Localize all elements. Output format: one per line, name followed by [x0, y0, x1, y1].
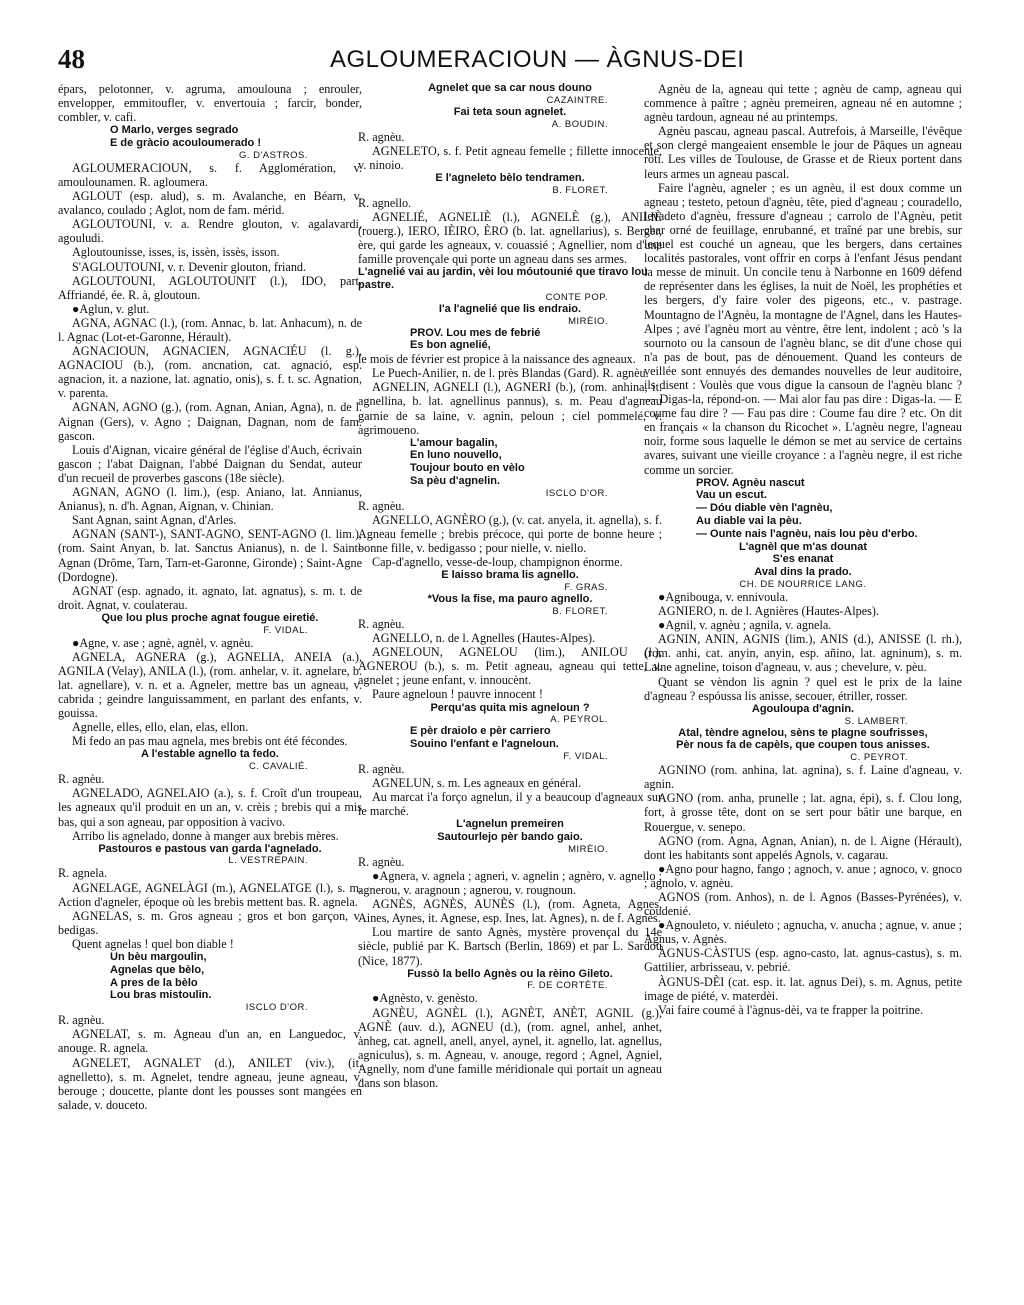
entry-paragraph: Agnèu pascau, agneau pascal. Autrefois, à Marseille, l'évêque et son clergé mangeaient ensemble le jour de Pâques un agneau rôti. Les villes de Toulouse, de Grasse et de Rieux portent dans leurs armes un agneau pascal.	[644, 124, 962, 181]
entry-paragraph: Paure agneloun ! pauvre innocent !	[372, 687, 543, 702]
entry-paragraph: R. agnello.	[358, 195, 412, 210]
verse-line: L'amour bagalin,	[410, 436, 498, 449]
attribution: CONTE POP.	[545, 291, 608, 303]
entry-paragraph: AGNELAS, s. m. Gros agneau ; gros et bon garçon, v. bedigas.	[58, 908, 362, 937]
attribution: F. DE CORTÈTE.	[527, 980, 608, 992]
verse-line: PROV. Agnèu nascut	[696, 476, 805, 489]
entry-paragraph: AGLOUMERACIOUN, s. f. Agglomération, v. amoulounamen. R. agloumera.	[58, 160, 362, 189]
entry-paragraph: ●Agne, v. ase ; agnè, agnèl, v. agnèu.	[72, 635, 254, 650]
entry-paragraph: R. agnela.	[58, 866, 108, 881]
entry-paragraph: Quant se vèndon lis agnin ? quel est le prix de la laine d'agneau ? espóussa lis anisse, secouer, étriller, rosser.	[644, 674, 962, 703]
verse-line: Agnelet que sa car nous douno	[428, 82, 592, 94]
entry-paragraph: R. agnèu.	[358, 761, 405, 776]
verse-line: Toujour bouto en vèlo	[410, 462, 525, 475]
entry-paragraph: ●Agno pour hagno, fango ; agnoch, v. anue ; agnoco, v. gnoco ; agnolo, v. agnèu.	[644, 861, 962, 890]
entry-paragraph: AGNELET, AGNALET (d.), ANILET (viv.), (it. agnelletto), s. m. Agnelet, tendre agneau, jeune agneau, v. berouge ; doucette, plante dont les pousses sont mangées en salade, v. douceto.	[58, 1055, 362, 1112]
entry-paragraph: R. agnèu.	[358, 854, 405, 869]
verse-line: E laisso brama lis agnello.	[441, 569, 579, 582]
entry-paragraph: AGNIN, ANIN, AGNIS (lim.), ANIS (d.), ANISSE (l. rh.), (rom. anhi, cat. anyin, anyin, esp. añino, lat. agninum), s. m. Laine agneline, toison d'agneau, v. aus ; chevelure, v. pèu.	[644, 632, 962, 675]
column-middle	[358, 82, 662, 1090]
attribution: B. FLORET.	[552, 184, 608, 196]
entry-paragraph: S'AGLOUTOUNI, v. r. Devenir glouton, friand.	[72, 259, 307, 274]
verse-line: Lou bras mistoulin.	[110, 989, 212, 1002]
verse-line: A pres de la bèlo	[110, 976, 198, 989]
entry-paragraph: AGNELIN, AGNELI (l.), AGNERI (b.), (rom. anhina, it. agnellina, b. lat. agnellinus pannus), s. m. Peau d'agneau garnie de sa laine, v. agnin, peloun ; ciel pommelé, v. agrimoueno.	[358, 380, 662, 437]
entry-paragraph: AGNIERO, n. de l. Agnières (Hautes-Alpes).	[658, 604, 880, 619]
entry-paragraph: ÀGNUS-DÈI (cat. esp. it. lat. agnus Dei), s. m. Agnus, petite image de piété, v. materdèi.	[644, 974, 962, 1003]
entry-paragraph: R. agnèu.	[358, 498, 405, 513]
attribution: C. PEYROT.	[850, 752, 908, 764]
entry-paragraph: ●Agnèsto, v. genèsto.	[372, 991, 478, 1006]
attribution: ISCLO D'OR.	[245, 1002, 308, 1014]
verse-line: L'agnelun premeiren	[456, 818, 564, 831]
attribution: G. D'ASTROS.	[238, 149, 308, 161]
page-number: 48	[58, 44, 85, 74]
entry-paragraph: AGNINO (rom. anhina, lat. agnina), s. f. Laine d'agneau, v. agnin.	[644, 763, 962, 792]
attribution: ISCLO D'OR.	[545, 487, 608, 499]
verse-line: Perqu'as quita mis agneloun ?	[430, 701, 590, 714]
entry-paragraph: AGNELLO, AGNÈRO (g.), (v. cat. anyela, it. agnella), s. f. Agneau femelle ; brebis précoce, qui porte de bonne heure ; bonne fille, v. bedigasso ; pour nielle, v. niello.	[358, 512, 662, 556]
entry-paragraph: ●Aglun, v. glut.	[72, 301, 150, 316]
entry-paragraph: Agnèu de la, agneau qui tette ; agnèu de camp, agneau qui commence à paître ; agnèu premeiren, agneau né en automne ; agnèu tardoun, agneau né au printemps.	[644, 82, 962, 125]
verse-line: En luno nouvello,	[410, 449, 502, 462]
verse-line: — Ounte nais l'agnèu, nais lou pèu d'erbo.	[696, 527, 918, 540]
entry-paragraph: Agnelle, elles, ello, elan, elas, ellon.	[72, 720, 249, 735]
entry-paragraph: AGLOUTOUNI, v. a. Rendre glouton, v. agalavardi, agouludi.	[58, 217, 362, 246]
entry-paragraph: ÀGNUS-CÀSTUS (esp. agno-casto, lat. agnus-castus), s. m. Gattilier, arbrisseau, v. pebrié.	[644, 946, 962, 975]
entry-paragraph: ●Agnera, v. agnela ; agneri, v. agnelin ; agnèro, v. agnello ; agnerou, v. aragnoun ; agnerou, v. rougnoun.	[358, 868, 662, 898]
attribution: S. LAMBERT.	[844, 715, 908, 727]
entry-paragraph: Mi fedo an pas mau agnela, mes brebis ont été fécondes.	[72, 734, 348, 749]
entry-paragraph: AGNÈU, AGNÈL (l.), AGNÈT, ANÈT, AGNIL (g.), AGNÈ (auv. d.), AGNEU (d.), (rom. agnel, anhel, anhet, anheg, cat. agnell, anell, anyel, aynel, it. agnello, lat. agnellus, agniculus), s. m. Agneau, v. anouge, regord ; Agnel, Agniel, Agnelly, nom d'une famille méridionale qui portait un agneau dans son blason.	[358, 1005, 662, 1090]
entry-paragraph: AGNO (rom. anha, prunelle ; lat. agna, épi), s. f. Clou long, fort, à grosse tête, dont on se sert pour bâtir une barque, en Rouergue, v. senepo.	[644, 791, 962, 834]
entry-paragraph: R. agnèu.	[58, 1013, 105, 1028]
verse-line: L'agnèl que m'as dounat	[738, 540, 868, 553]
column-left	[58, 82, 362, 1112]
verse-line: Pastouros e pastous van garda l'agnelado.	[98, 842, 322, 855]
verse-line: S'es enanat	[772, 553, 834, 566]
entry-paragraph: AGNELLO, n. de l. Agnelles (Hautes-Alpes).	[372, 631, 596, 646]
entry-paragraph: AGNELOUN, AGNELOU (lim.), ANILOU (l.), AGNEROU (b.), s. m. Petit agneau, agneau qui tette, v. agnelet ; jeune enfant, v. innoucènt.	[358, 645, 662, 688]
entry-paragraph: Le Puech-Anilier, n. de l. près Blandas (Gard). R. agnèu.	[372, 366, 649, 381]
attribution: F. GRAS.	[564, 582, 608, 594]
entry-paragraph: AGNAT (esp. agnado, it. agnato, lat. agnatus), s. m. t. de droit. Agnat, v. coulaterau.	[58, 583, 362, 612]
verse-line: Aval dins la prado.	[754, 566, 852, 579]
verse-line: PROV. Lou mes de febrié	[410, 326, 541, 339]
verse-line: Au diable vai la pèu.	[696, 515, 802, 528]
attribution: B. FLORET.	[552, 605, 608, 617]
entry-paragraph: AGNOS (rom. Anhos), n. de l. Agnos (Basses-Pyrénées), v. coudenié.	[644, 889, 962, 919]
verse-line: *Vous la fise, ma pauro agnello.	[427, 593, 593, 606]
verse-line: A l'estable agnello ta fedo.	[141, 748, 279, 761]
entry-paragraph: AGNAN, AGNO (l. lim.), (esp. Aniano, lat. Annianus, Anianus), n. d'h. Agnan, Aignan, v. Chinian.	[58, 485, 362, 514]
entry-paragraph: Lou martire de santo Agnès, mystère provençal du 14e siècle, publié par K. Bartsch (Berlin, 1869) et par L. Sardou (Nice, 1877).	[358, 925, 662, 968]
verse-line: E de gràcio acouloumerado !	[110, 137, 261, 150]
entry-paragraph: AGNELETO, s. f. Petit agneau femelle ; fillette innocente, v. ninoio.	[358, 143, 662, 172]
attribution: C. CAVALIÉ.	[249, 761, 308, 773]
verse-line: Vau un escut.	[696, 489, 767, 502]
entry-paragraph: R. agnèu.	[358, 129, 405, 144]
verse-line: Souino l'enfant e l'agneloun.	[410, 738, 559, 751]
entry-paragraph: AGNÈS, AGNÈS, AUNÈS (l.), (rom. Agneta, Agnes, Aines, Aynes, it. Agnese, esp. Ines, lat. Agnes), n. de f. Agnès.	[358, 897, 662, 926]
entry-paragraph: Quent agnelas ! quel bon diable !	[72, 936, 234, 951]
entry-paragraph: Louis d'Aignan, vicaire général de l'église d'Auch, écrivain gascon ; l'abat Daignan, l'abbé Daignan du Sendat, auteur d'un recueil de proverbes gascons (18e siècle).	[58, 442, 362, 485]
entry-paragraph: AGNELIÉ, AGNELIÈ (l.), AGNELÈ (g.), ANILIÈ (rouerg.), IERO, IÈIRO, ÈRO (b. lat. agnellarius), s. Berger, ère, qui garde les agneaux, v. couassié ; Agnellier, nom d'une famille provençale qui porte un agneau dans ses armes.	[358, 209, 662, 267]
attribution: F. VIDAL.	[563, 750, 608, 762]
entry-paragraph: Agloutounisse, isses, is, issèn, issès, isson.	[72, 245, 280, 260]
attribution: CAZAINTRE.	[546, 94, 608, 106]
entry-paragraph: Arribo lis agnelado, donne à manger aux brebis mères.	[72, 828, 339, 843]
entry-paragraph: R. agnèu.	[358, 616, 405, 631]
verse-line: O Marlo, verges segrado	[110, 124, 239, 137]
entry-paragraph: le mois de février est propice à la naissance des agneaux.	[358, 352, 636, 367]
attribution: CH. DE NOURRICE LANG.	[739, 579, 867, 590]
verse-line: Que lou plus proche agnat fougue eiretié.	[101, 611, 319, 624]
column-right	[644, 82, 962, 1017]
verse-line: — Dóu diable vèn l'agnèu,	[696, 502, 833, 515]
entry-paragraph: AGNELAT, s. m. Agneau d'un an, en Languedoc, v. anouge. R. agnela.	[58, 1027, 362, 1056]
entry-paragraph: Sant Agnan, saint Agnan, d'Arles.	[72, 513, 237, 528]
attribution: F. VIDAL.	[263, 624, 308, 636]
entry-paragraph: AGLOUT (esp. alud), s. m. Avalanche, en Béarn, v. avalanco, coulado ; Aglot, nom de fam. mérid.	[58, 189, 362, 218]
attribution: A. BOUDIN.	[551, 118, 608, 130]
entry-paragraph: ●Agnouleto, v. niéuleto ; agnucha, v. anucha ; agnue, v. anue ; Agnus, v. Agnès.	[644, 918, 962, 947]
entry-paragraph: AGLOUTOUNI, AGLOUTOUNIT (l.), IDO, part. Affriandé, ée. R. à, gloutoun.	[58, 273, 362, 302]
verse-line: Fai teta soun agnelet.	[453, 105, 567, 118]
verse-line: E l'agneleto bèlo tendramen.	[435, 171, 585, 184]
verse-line: Atal, tèndre agnelou, sèns te plagne soufrisses,	[678, 726, 928, 739]
verse-line: Un bèu margoulin,	[110, 951, 207, 964]
entry-paragraph: Vai faire coumé à l'àgnus-dèi, va te frapper la poitrine.	[658, 1002, 924, 1017]
entry-paragraph: AGNELUN, s. m. Les agneaux en général.	[372, 775, 582, 790]
verse-line: Fussò la bello Agnès ou la rèino Gileto.	[407, 967, 613, 980]
attribution: A. PEYROL.	[550, 714, 608, 726]
verse-line: I'a l'agnelié que lis endraio.	[438, 302, 582, 315]
entry-paragraph: AGNAN (SANT-), SANT-AGNO, SENT-AGNO (l. lim.), (rom. Saint Anyan, b. lat. Sanctus Anianus), n. de l. Saint-Agnan (Drôme, Tarn, Tarn-et-Garonne, Gironde) ; Saint-Agne (Dordogne).	[58, 527, 362, 584]
entry-paragraph: R. agnèu.	[58, 772, 105, 787]
verse-line: E pèr draiolo e pèr carriero	[410, 725, 551, 738]
entry-paragraph: AGNELAGE, AGNELÀGI (m.), AGNELATGE (l.), s. m. Action d'agneler, époque où les brebis mettent bas. R. agnela.	[58, 880, 362, 909]
verse-line: Sa pèu d'agnelin.	[410, 475, 501, 488]
entry-paragraph: AGNACIOUN, AGNACIEN, AGNACIÉU (l. g.), AGNACIOU (b.), (rom. ancnation, cat. agnació, esp. agnacion, it. a nazione, lat. agnatio, onis), s. f. t. sc. Agnation, v. parenta.	[58, 344, 362, 401]
entry-paragraph: AGNA, AGNAC (l.), (rom. Annac, b. lat. Anhacum), n. de l. Agnac (Lot-et-Garonne, Hérault).	[58, 315, 362, 344]
attribution: MIRÈIO.	[568, 315, 608, 327]
entry-paragraph: ●Agnibouga, v. ennivoula.	[658, 590, 789, 604]
entry-paragraph: épars, pelotonner, v. agruma, amoulouna ; enrouler, envelopper, emmitoufler, v. envertouia ; farcir, bonder, combler, v. cafi.	[58, 82, 362, 125]
entry-paragraph: AGNELA, AGNERA (g.), AGNELIA, ANEIA (a.), AGNILA (Velay), ANILA (l.), (rom. anhelar, v. it. agnelare, b. lat. agnellare), v. n. et a. Agneler, mettre bas un agneau, v. cabrida ; geindre languissamment, en parlant des enfants, v. gouissa.	[58, 649, 362, 721]
verse-line: L'agnelié vai au jardin, vèi lou móutounié que tiravo lou pastre.	[358, 266, 648, 291]
verse-line: Pèr nous fa de capèls, que coupen tous anisses.	[676, 739, 930, 752]
entry-paragraph: Faire l'agnèu, agneler ; es un agnèu, il est doux comme un agneau ; testeto, petoun d'agnèu, tête, pied d'agneau ; couradello, levadeto d'agnèu, fressure d'agneau ; carrolo de l'Agnèu, petit char orné de feuillage, enrubanné, et traîné par une brebis, sur lequel est couché un agneau, que les bergers, dans certaines localités pastorales, vont offrir en corps à l'enfant Jésus pendant la messe de minuit. Un concile tenu à Narbonne en 1609 défend de représenter dans les églises, la nuit de Noël, les prophéties et les bergers, d'y faire voler des pigeons, etc., v. pastrage. Mountagno de l'Agnèu, la montagne de l'Agnel, dans les Hautes-Alpes ; avé l'agnèu mort au vèntre, être lent, indolent ; acò 's la sournoto ou la cansoun de l'agnèu blanc, se dit d'une chose qui n'a pas de bout, pas de dénouement. Quand les conteurs de veillée sont ennuyés des demandes nouvelles de leur auditoire, ils disent : Voulès que vous digue la cansoun de l'agnèu blanc ? — Digas-la, répond-on. — Mai alor fau pas dire : Digas-la. — E coume fau dire ? — Fau pas dire : Coume fau dire ? etc. On dit en français « la chanson du Ricochet ». L'agnèu negre, l'agneau noir, forme sous laquelle le démon se met au service de certains avares, suivant une vieille croyance : a l'agnèu negre, il est riche comme un sorcier.	[644, 180, 962, 477]
verse-line: Agouloupa d'agnin.	[751, 702, 855, 715]
entry-paragraph: AGNAN, AGNO (g.), (rom. Agnan, Anian, Agna), n. de l. Aignan (Gers), v. Agno ; Daignan, Dagnan, nom de fam. gascon.	[58, 400, 362, 443]
attribution: MIRÈIO.	[568, 843, 608, 855]
attribution: L. VESTREPAIN.	[228, 855, 308, 867]
verse-line: Agnelas que bèlo,	[110, 963, 205, 976]
verse-line: Es bon agnelié,	[410, 339, 491, 352]
entry-paragraph: Cap-d'agnello, vesse-de-loup, champignon énorme.	[372, 555, 623, 570]
running-head: AGLOUMERACIOUN — ÀGNUS-DEI	[330, 46, 745, 73]
entry-paragraph: ●Agnil, v. agnèu ; agnila, v. agnela.	[658, 618, 832, 633]
entry-paragraph: AGNELADO, AGNELAIO (a.), s. f. Croît d'un troupeau, les agneaux qu'il produit en un an, v. crèis ; brebis qui a mis bas, qui a son agneau, par opposition à vacivo.	[58, 786, 362, 829]
entry-paragraph: AGNO (rom. Agna, Agnan, Anian), n. de l. Aigne (Hérault), dont les habitants sont appelés Agnols, v. cagarau.	[644, 833, 962, 862]
verse-line: Sautourlejo pèr bando gaio.	[437, 831, 583, 844]
entry-paragraph: Au marcat i'a forço agnelun, il y a beaucoup d'agneaux sur le marché.	[358, 790, 662, 819]
